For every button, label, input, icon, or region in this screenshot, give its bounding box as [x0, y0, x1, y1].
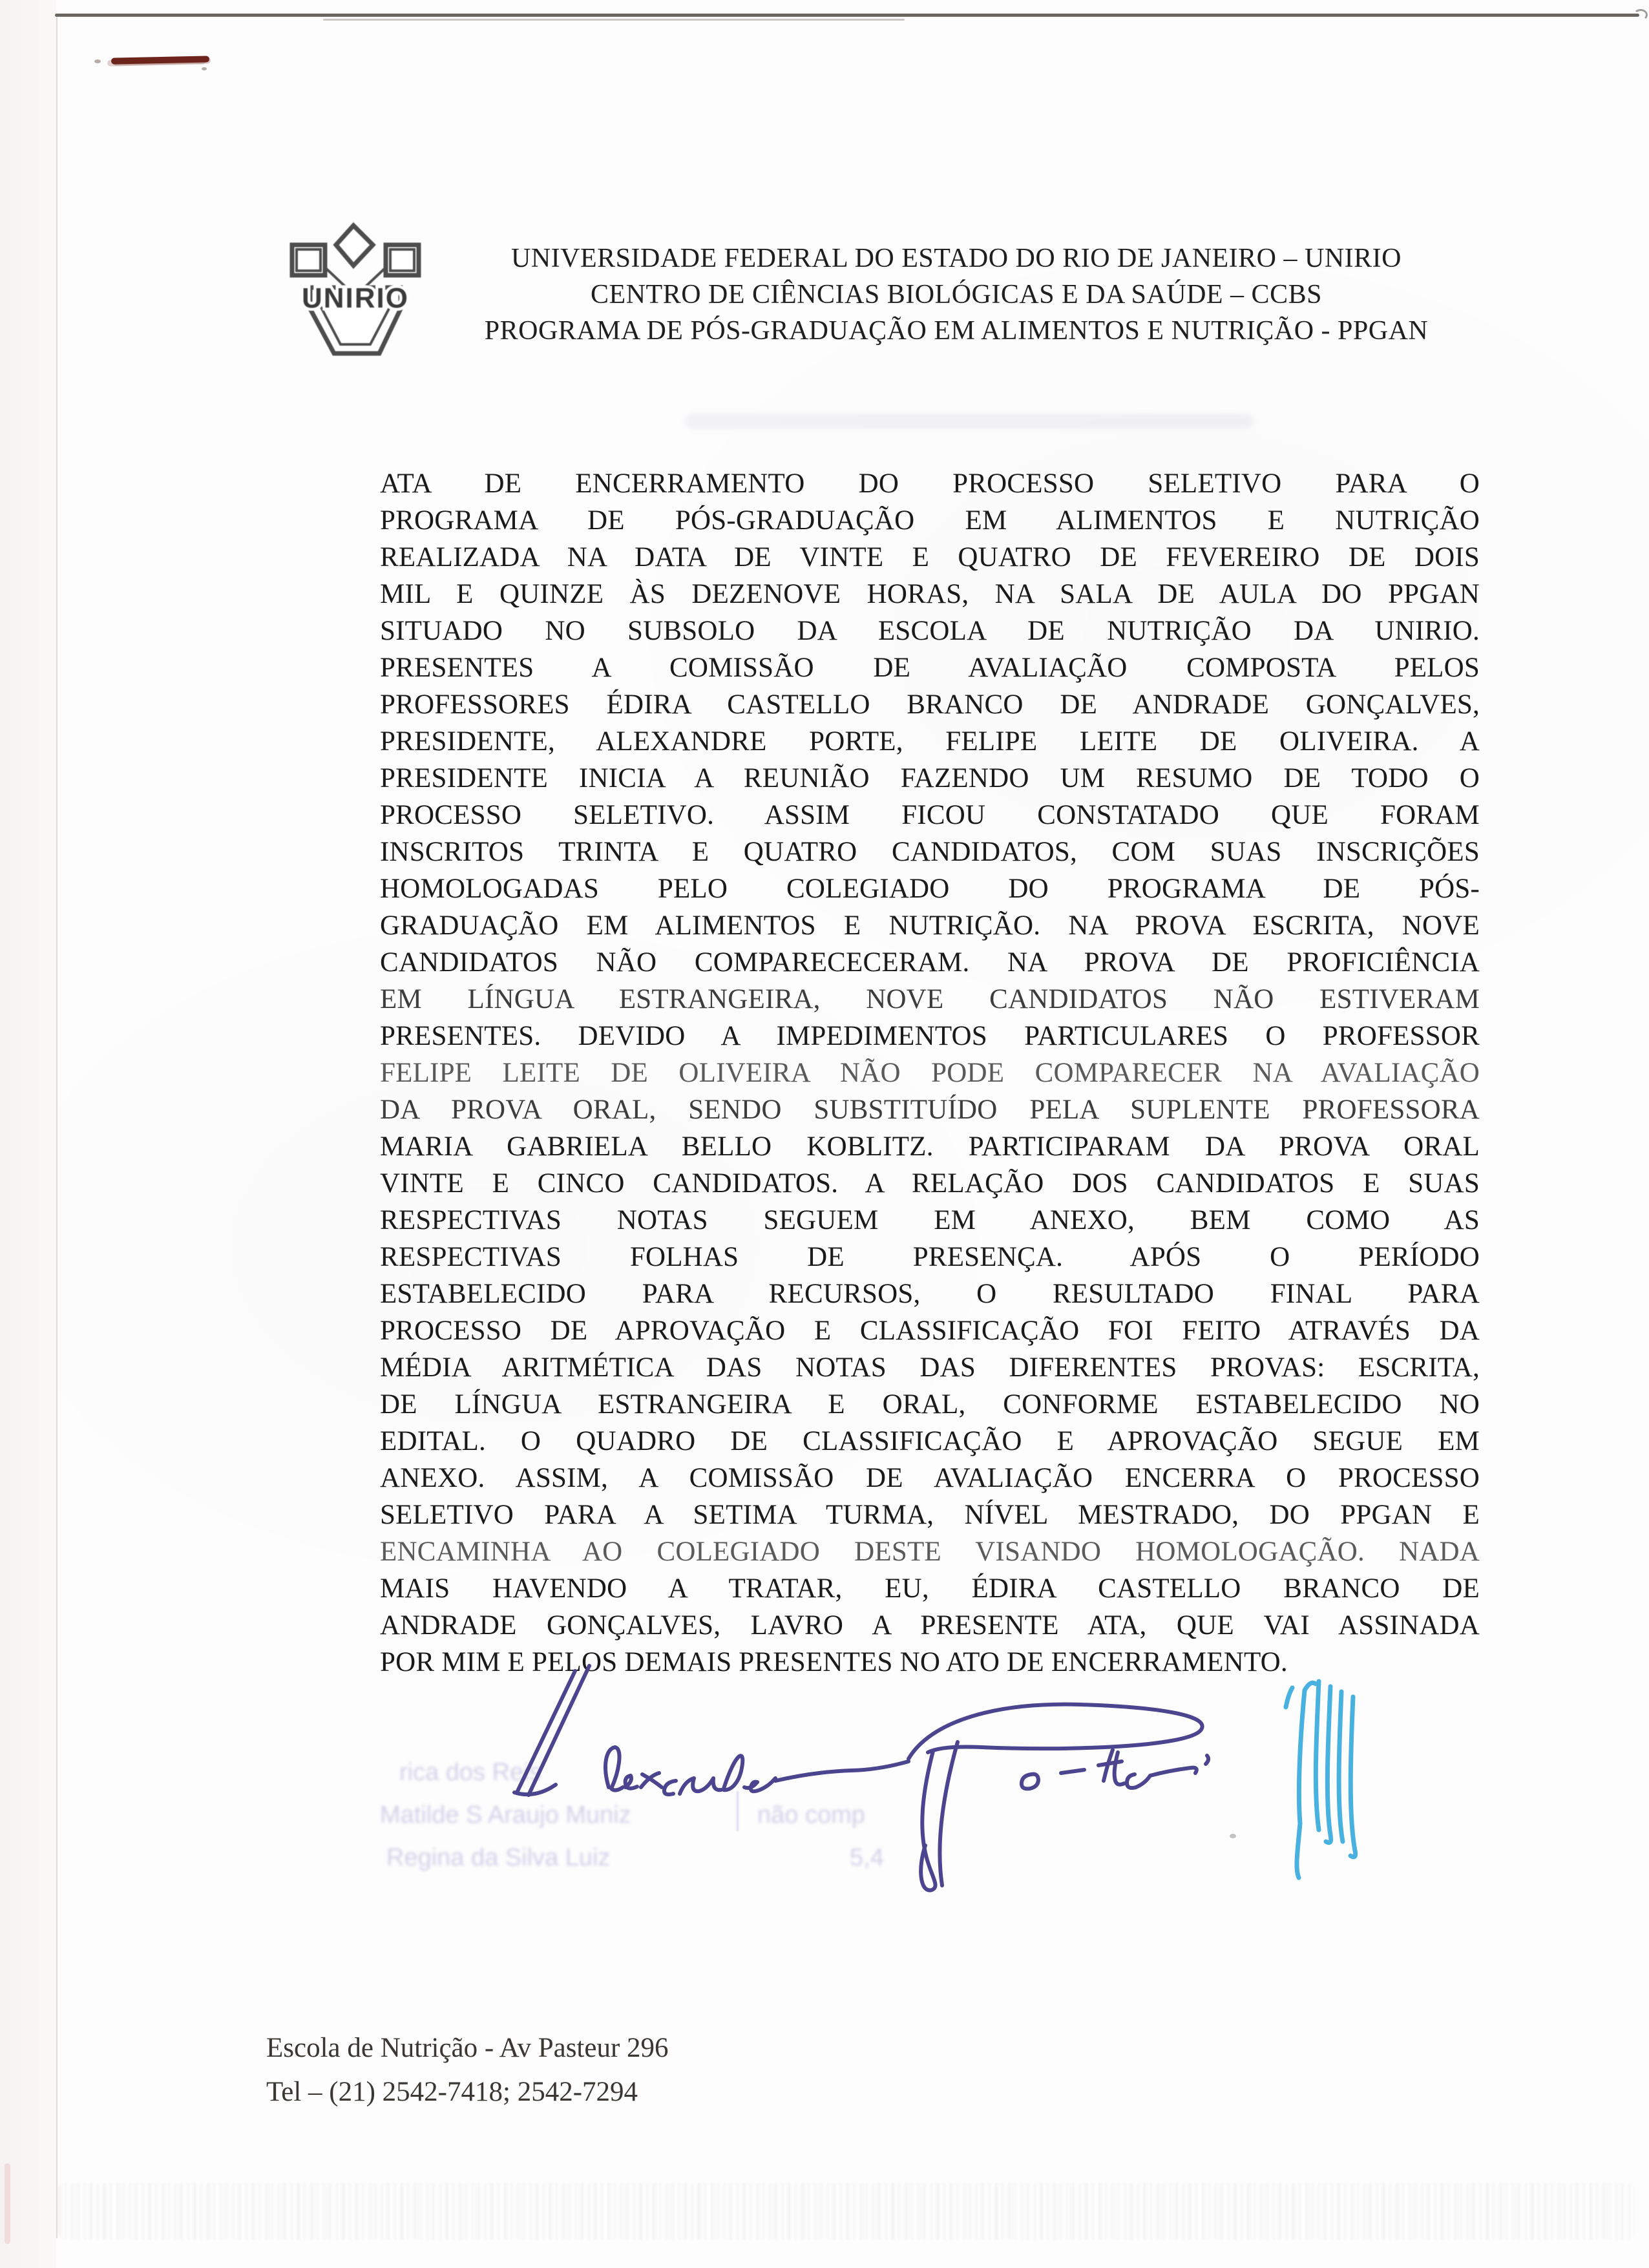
body-line: RESPECTIVAS NOTAS SEGUEM EM ANEXO, BEM COMO AS: [380, 1205, 1480, 1235]
bleed-through-text: Regina da Silva Luiz: [386, 1844, 611, 1871]
body-line: DA PROVA ORAL, SENDO SUBSTITUÍDO PELA SUPLENTE PROFESSORA: [380, 1095, 1480, 1125]
alexandre-porte-signature: [514, 1666, 1208, 1890]
scan-left-margin: [0, 0, 56, 2268]
body-line: PROGRAMA DE PÓS-GRADUAÇÃO EM ALIMENTOS E NUTRIÇÃO: [380, 505, 1480, 536]
body-line: GRADUAÇÃO EM ALIMENTOS E NUTRIÇÃO. NA PROVA ESCRITA, NOVE: [380, 910, 1480, 941]
body-line: MAIS HAVENDO A TRATAR, EU, ÉDIRA CASTELLO BRANCO DE: [380, 1573, 1480, 1604]
bleed-through-smudge: [685, 414, 1254, 429]
body-line: EDITAL. O QUADRO DE CLASSIFICAÇÃO E APROVAÇÃO SEGUE EM: [380, 1426, 1480, 1456]
body-line: INSCRITOS TRINTA E QUATRO CANDIDATOS, COM SUAS INSCRIÇÕES: [380, 837, 1480, 867]
body-line: ATA DE ENCERRAMENTO DO PROCESSO SELETIVO PARA O: [380, 468, 1480, 499]
bleed-through-text: 5,4: [850, 1844, 884, 1871]
body-line: ANEXO. ASSIM, A COMISSÃO DE AVALIAÇÃO ENCERRA O PROCESSO: [380, 1463, 1480, 1493]
body-line: PROFESSORES ÉDIRA CASTELLO BRANCO DE ANDRADE GONÇALVES,: [380, 689, 1480, 720]
footer-phone: Tel – (21) 2542-7418; 2542-7294: [266, 2077, 638, 2107]
body-line: VINTE E CINCO CANDIDATOS. A RELAÇÃO DOS CANDIDATOS E SUAS: [380, 1168, 1480, 1199]
body-line: POR MIM E PELOS DEMAIS PRESENTES NO ATO DE ENCERRAMENTO.: [380, 1647, 1288, 1677]
body-line: PRESIDENTE INICIA A REUNIÃO FAZENDO UM RESUMO DE TODO O: [380, 763, 1480, 793]
document-body-paragraph: [380, 465, 1480, 1681]
body-line: ANDRADE GONÇALVES, LAVRO A PRESENTE ATA, QUE VAI ASSINADA: [380, 1610, 1480, 1641]
scan-top-edge-hook: [1633, 9, 1648, 21]
body-line: REALIZADA NA DATA DE VINTE E QUATRO DE FEVEREIRO DE DOIS: [380, 542, 1480, 572]
body-line: CANDIDATOS NÃO COMPARECECERAM. NA PROVA DE PROFICIÊNCIA: [380, 947, 1480, 978]
body-line: MÉDIA ARITMÉTICA DAS NOTAS DAS DIFERENTES PROVAS: ESCRITA,: [380, 1352, 1480, 1383]
body-line: FELIPE LEITE DE OLIVEIRA NÃO PODE COMPARECER NA AVALIAÇÃO: [380, 1058, 1480, 1088]
body-line: ENCAMINHA AO COLEGIADO DESTE VISANDO HOMOLOGAÇÃO. NADA: [380, 1537, 1480, 1567]
red-pen-mark: [111, 56, 209, 64]
body-line: ESTABELECIDO PARA RECURSOS, O RESULTADO FINAL PARA: [380, 1279, 1480, 1309]
body-line: PRESENTES A COMISSÃO DE AVALIAÇÃO COMPOSTA PELOS: [380, 653, 1480, 683]
signature-area: [362, 1654, 1434, 1951]
body-line: DE LÍNGUA ESTRANGEIRA E ORAL, CONFORME ESTABELECIDO NO: [380, 1389, 1480, 1420]
logo-diamond-icon: [336, 226, 373, 266]
body-line: SITUADO NO SUBSOLO DA ESCOLA DE NUTRIÇÃO DA UNIRIO.: [380, 616, 1480, 646]
scan-speck: [94, 59, 101, 63]
scan-pink-edge-artifact: [5, 2163, 10, 2244]
logo-unirio-text: UNIRIO: [302, 282, 409, 314]
scan-page-edge-line: [56, 16, 58, 2238]
bleed-through-text: não comp: [757, 1801, 865, 1829]
scan-top-edge-line: [55, 14, 1639, 17]
letterhead-line-program: PROGRAMA DE PÓS-GRADUAÇÃO EM ALIMENTOS E NUTRIÇÃO - PPGAN: [484, 316, 1429, 346]
body-line: MARIA GABRIELA BELLO KOBLITZ. PARTICIPARAM DA PROVA ORAL: [380, 1131, 1480, 1162]
body-line: RESPECTIVAS FOLHAS DE PRESENÇA. APÓS O PERÍODO: [380, 1242, 1480, 1272]
scan-speck: [202, 67, 207, 70]
letterhead-line-university: UNIVERSIDADE FEDERAL DO ESTADO DO RIO DE JANEIRO – UNIRIO: [511, 244, 1402, 273]
scan-top-edge-line-secondary: [323, 19, 905, 21]
body-line: HOMOLOGADAS PELO COLEGIADO DO PROGRAMA DE PÓS-: [380, 874, 1480, 904]
body-line: EM LÍNGUA ESTRANGEIRA, NOVE CANDIDATOS NÃO ESTIVERAM: [380, 984, 1480, 1014]
footer: [266, 2026, 669, 2114]
body-line: SELETIVO PARA A SETIMA TURMA, NÍVEL MESTRADO, DO PPGAN E: [380, 1500, 1480, 1530]
letterhead: [401, 240, 1512, 349]
letterhead-line-center: CENTRO DE CIÊNCIAS BIOLÓGICAS E DA SAÚDE – CCBS: [591, 280, 1322, 310]
bleed-through-text: rica dos Reis: [399, 1759, 541, 1786]
body-line: PROCESSO DE APROVAÇÃO E CLASSIFICAÇÃO FOI FEITO ATRAVÉS DA: [380, 1316, 1480, 1346]
body-line: MIL E QUINZE ÀS DEZENOVE HORAS, NA SALA DE AULA DO PPGAN: [380, 579, 1480, 609]
body-line: PRESENTES. DEVIDO A IMPEDIMENTOS PARTICULARES O PROFESSOR: [380, 1021, 1480, 1051]
bleed-through-text: Matilde S Araujo Muniz: [380, 1801, 631, 1829]
body-line: PRESIDENTE, ALEXANDRE PORTE, FELIPE LEITE DE OLIVEIRA. A: [380, 726, 1480, 757]
light-blue-signature: [1286, 1681, 1356, 1878]
footer-address: Escola de Nutrição - Av Pasteur 296: [266, 2033, 669, 2063]
body-line: PROCESSO SELETIVO. ASSIM FICOU CONSTATADO QUE FORAM: [380, 800, 1480, 830]
scan-noise-band: [58, 2183, 1635, 2240]
